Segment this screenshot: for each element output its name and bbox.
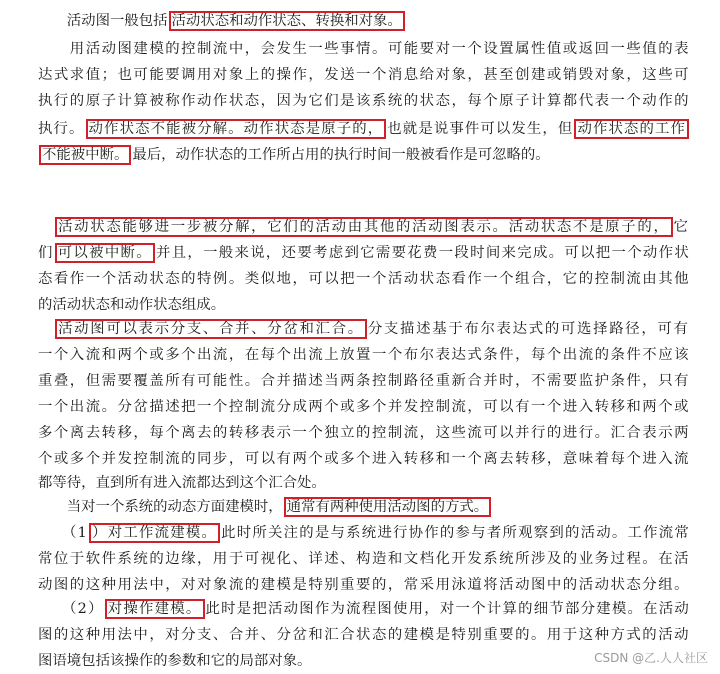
text-segment: 一个入流和两个或多个出流，在每个出流上放置一个布尔表达式条件，每个出流的条件不应该 xyxy=(38,347,691,363)
text-segment: 达式求值；也可能要调用对象上的操作，发送一个消息给对象，甚至创建或销毁对象，这些可 xyxy=(38,67,691,83)
highlighted-phrase: 活动图可以表示分支、合并、分岔和汇合。 xyxy=(55,319,367,339)
text-line xyxy=(38,470,326,496)
text-line xyxy=(38,88,690,114)
text-segment: （1 xyxy=(38,525,89,541)
highlighted-phrase: 可以被中断。 xyxy=(55,243,155,263)
text-segment: 执行的原子计算被称作动作状态，因为它们是该系统的状态，每个原子计算都代表一个动作的 xyxy=(38,93,691,109)
text-line xyxy=(38,36,690,62)
text-segment: 一个出流。分岔描述把一个控制流分成两个或多个并发控制流，可以有一个进入转移和两个或 xyxy=(38,399,691,415)
text-line xyxy=(38,546,690,572)
text-line xyxy=(38,648,311,674)
text-segment: 重叠，但需要覆盖所有可能性。合并描述当两条控制路径重新合并时，不需要监护条件，只有 xyxy=(38,373,691,389)
text-segment xyxy=(38,219,54,235)
text-segment: 的活动状态和动作状态组成。 xyxy=(38,297,226,313)
text-segment: 动图的这种用法中，对对象流的建模是特别重要的，常采用泳道将活动图中的活动状态分组。 xyxy=(38,577,691,593)
text-segment: 当对一个系统的动态方面建模时， xyxy=(38,499,283,515)
text-segment: 活动图一般包括 xyxy=(38,13,168,29)
highlighted-phrase: 活动状态和动作状态、转换和对象。 xyxy=(169,11,405,31)
text-line xyxy=(38,292,225,318)
text-segment xyxy=(38,321,54,337)
text-line xyxy=(38,8,406,34)
highlighted-phrase: 活动状态能够进一步被分解，它们的活动由其他的活动图表示。活动状态不是原子的， xyxy=(55,217,672,237)
text-line xyxy=(38,572,690,598)
text-line xyxy=(38,494,492,520)
text-line xyxy=(38,622,690,648)
text-line xyxy=(38,342,690,368)
text-segment: 它 xyxy=(673,219,690,235)
text-line xyxy=(38,520,690,546)
text-line xyxy=(38,214,690,240)
text-line xyxy=(38,142,550,168)
text-line xyxy=(38,420,690,446)
text-line xyxy=(38,62,690,88)
text-line xyxy=(38,316,690,342)
text-segment: 也就是说事件可以发生，但 xyxy=(387,121,574,137)
text-segment: 并且，一般来说，还要考虑到它需要花费一段时间来完成。可以把一个动作状 xyxy=(155,245,691,261)
text-segment: 图语境包括该操作的参数和它的局部对象。 xyxy=(38,653,312,669)
text-segment: 分支描述基于布尔表达式的可选择路径，可有 xyxy=(367,321,690,337)
text-segment: 都等待，直到所有进入流都达到这个汇合处。 xyxy=(38,475,326,491)
highlighted-phrase: ）对工作流建模。 xyxy=(89,523,220,543)
text-segment: 此时所关注的是与系统进行协作的参与者所观察到的活动。工作流常 xyxy=(221,525,690,541)
text-segment: 们 xyxy=(38,245,54,261)
highlighted-phrase: 动作状态的工作 xyxy=(574,119,689,139)
text-line xyxy=(38,368,690,394)
text-segment: 多个离去转移，每个离去的转移表示一个独立的控制流，这些流可以并行的进行。汇合表示两 xyxy=(38,425,691,441)
highlighted-phrase: 通常有两种使用活动图的方式。 xyxy=(284,497,491,517)
text-line xyxy=(38,116,690,142)
text-segment: 常位于软件系统的边缘，用于可视化、详述、构造和文档化开发系统所涉及的业务过程。在活 xyxy=(38,551,691,567)
text-line xyxy=(38,596,690,622)
text-segment: 态看作一个活动状态的特例。类似地，可以把一个活动状态看作一个组合，它的控制流由其他 xyxy=(38,271,691,287)
text-segment: 此时是把活动图作为流程图使用，对一个计算的细节部分建模。在活动 xyxy=(205,601,690,617)
text-segment: 执行。 xyxy=(38,121,85,137)
text-segment: 最后，动作状态的工作所占用的执行时间一般被看作是可忽略的。 xyxy=(132,147,550,163)
text-segment: 用活动图建模的控制流中，会发生一些事情。可能要对一个设置属性值或返回一些值的表 xyxy=(38,41,691,57)
highlighted-phrase: 对操作建模。 xyxy=(105,599,205,619)
watermark: CSDN @乙.人人社区 xyxy=(594,651,708,665)
text-line xyxy=(38,394,690,420)
text-segment: （2） xyxy=(38,601,104,617)
highlighted-phrase: 不能被中断。 xyxy=(39,145,131,165)
text-line xyxy=(38,240,690,266)
highlighted-phrase: 动作状态不能被分解。动作状态是原子的， xyxy=(86,119,387,139)
text-line xyxy=(38,446,690,472)
text-segment: 图的这种用法中，对分支、合并、分岔和汇合状态的建模是特别重要的。用于这种方式的活动 xyxy=(38,627,691,643)
text-line xyxy=(38,266,690,292)
text-segment: 个或多个并发控制流的同步，可以有两个或多个进入转移和一个离去转移，意味着每个进入流 xyxy=(38,451,691,467)
